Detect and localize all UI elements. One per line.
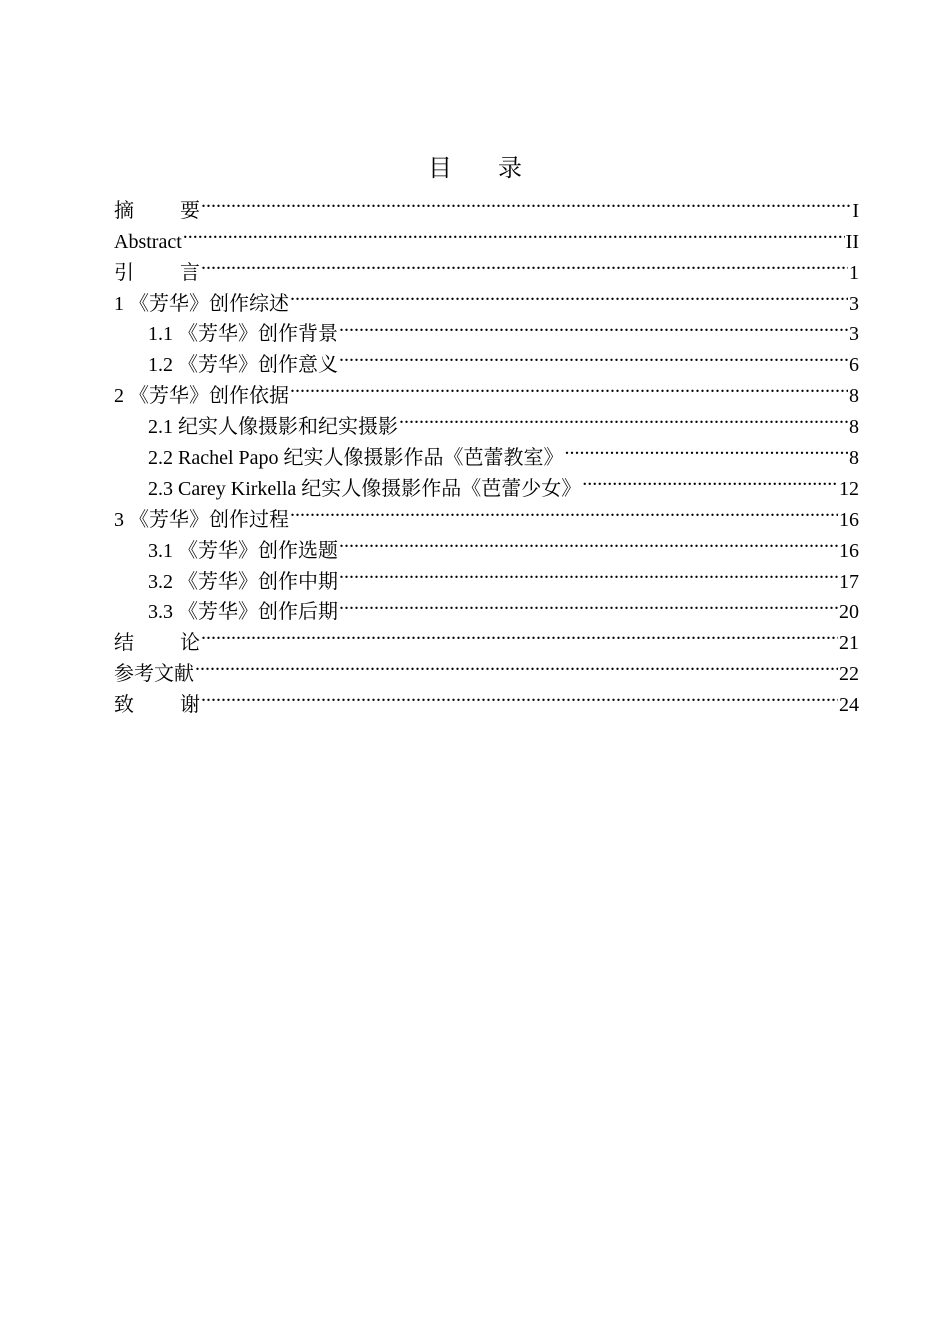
toc-entry-page: 12: [839, 477, 859, 500]
toc-entry-page: 21: [839, 632, 859, 655]
toc-leader-dots: [201, 248, 848, 279]
toc-entry-label: 2.3 Carey Kirkella 纪实人像摄影作品《芭蕾少女》: [148, 477, 582, 500]
toc-leader-dots: [565, 433, 848, 464]
toc-entry-acknowledgements[interactable]: [114, 680, 859, 717]
toc-entry-page: 3: [849, 323, 859, 346]
toc-leader-dots: [339, 588, 838, 619]
toc-entry-label: 3.1 《芳华》创作选题: [148, 539, 338, 562]
toc-entry-abstract-en[interactable]: [114, 217, 859, 253]
toc-entry-references[interactable]: [114, 649, 859, 686]
toc-entry-page: 17: [839, 570, 859, 593]
toc-title-char-2: 录: [498, 156, 522, 182]
toc-entry-label: 1.2 《芳华》创作意义: [148, 354, 338, 377]
toc-entry-page: II: [845, 230, 859, 253]
toc-entry-label: 1 《芳华》创作综述: [114, 292, 289, 315]
toc-entry-label: 2.2 Rachel Papo 纪实人像摄影作品《芭蕾教室》: [148, 447, 564, 470]
toc-entry-label: 摘 要: [114, 199, 200, 222]
toc-leader-dots: [201, 618, 838, 649]
toc-leader-dots: [290, 495, 838, 526]
toc-entry-label: 引 言: [114, 261, 200, 284]
toc-leader-dots: [339, 557, 838, 588]
toc-entry-page: 22: [839, 663, 859, 686]
toc-title: [0, 152, 950, 186]
toc-leader-dots: [399, 402, 848, 433]
toc-entry-chapter-1[interactable]: [114, 279, 859, 315]
toc-entry-label: 1.1 《芳华》创作背景: [148, 323, 338, 346]
toc-entry-label: Abstract: [114, 230, 182, 253]
toc-leader-dots: [339, 340, 848, 371]
toc-leader-dots: [290, 279, 848, 310]
toc-entry-label: 参考文献: [114, 663, 194, 686]
toc-entry-page: I: [852, 199, 859, 222]
toc-leader-dots: [339, 526, 838, 557]
toc-entry-page: 6: [849, 354, 859, 377]
toc-leader-dots: [290, 371, 848, 402]
toc-entry-page: 8: [849, 416, 859, 439]
toc-entry-abstract-cn[interactable]: [114, 186, 859, 222]
toc-entry-page: 24: [839, 694, 859, 717]
toc-entry-conclusion[interactable]: [114, 618, 859, 655]
toc-entry-page: 8: [849, 385, 859, 408]
toc-entry-page: 3: [849, 292, 859, 315]
toc-entry-page: 20: [839, 601, 859, 624]
toc-leader-dots: [195, 649, 838, 680]
toc-leader-dots: [201, 186, 851, 217]
toc-leader-dots: [582, 464, 838, 495]
toc-leader-dots: [183, 217, 845, 248]
toc-entry-label: 2.1 纪实人像摄影和纪实摄影: [148, 416, 398, 439]
toc-leader-dots: [201, 680, 838, 711]
toc-entry-page: 16: [839, 539, 859, 562]
toc-entry-page: 1: [849, 261, 859, 284]
toc-entry-page: 16: [839, 508, 859, 531]
toc-entry-page: 8: [849, 447, 859, 470]
toc-entry-label: 结 论: [114, 632, 200, 655]
toc-entry-label: 致 谢: [114, 694, 200, 717]
toc-entry-label: 3.2 《芳华》创作中期: [148, 570, 338, 593]
toc-entry-label: 2 《芳华》创作依据: [114, 385, 289, 408]
toc-title-char-1: 目: [428, 156, 452, 182]
toc-entry-introduction[interactable]: [114, 248, 859, 284]
toc-leader-dots: [339, 310, 848, 341]
toc-entry-label: 3 《芳华》创作过程: [114, 508, 289, 531]
toc-list: [114, 186, 859, 717]
toc-entry-label: 3.3 《芳华》创作后期: [148, 601, 338, 624]
